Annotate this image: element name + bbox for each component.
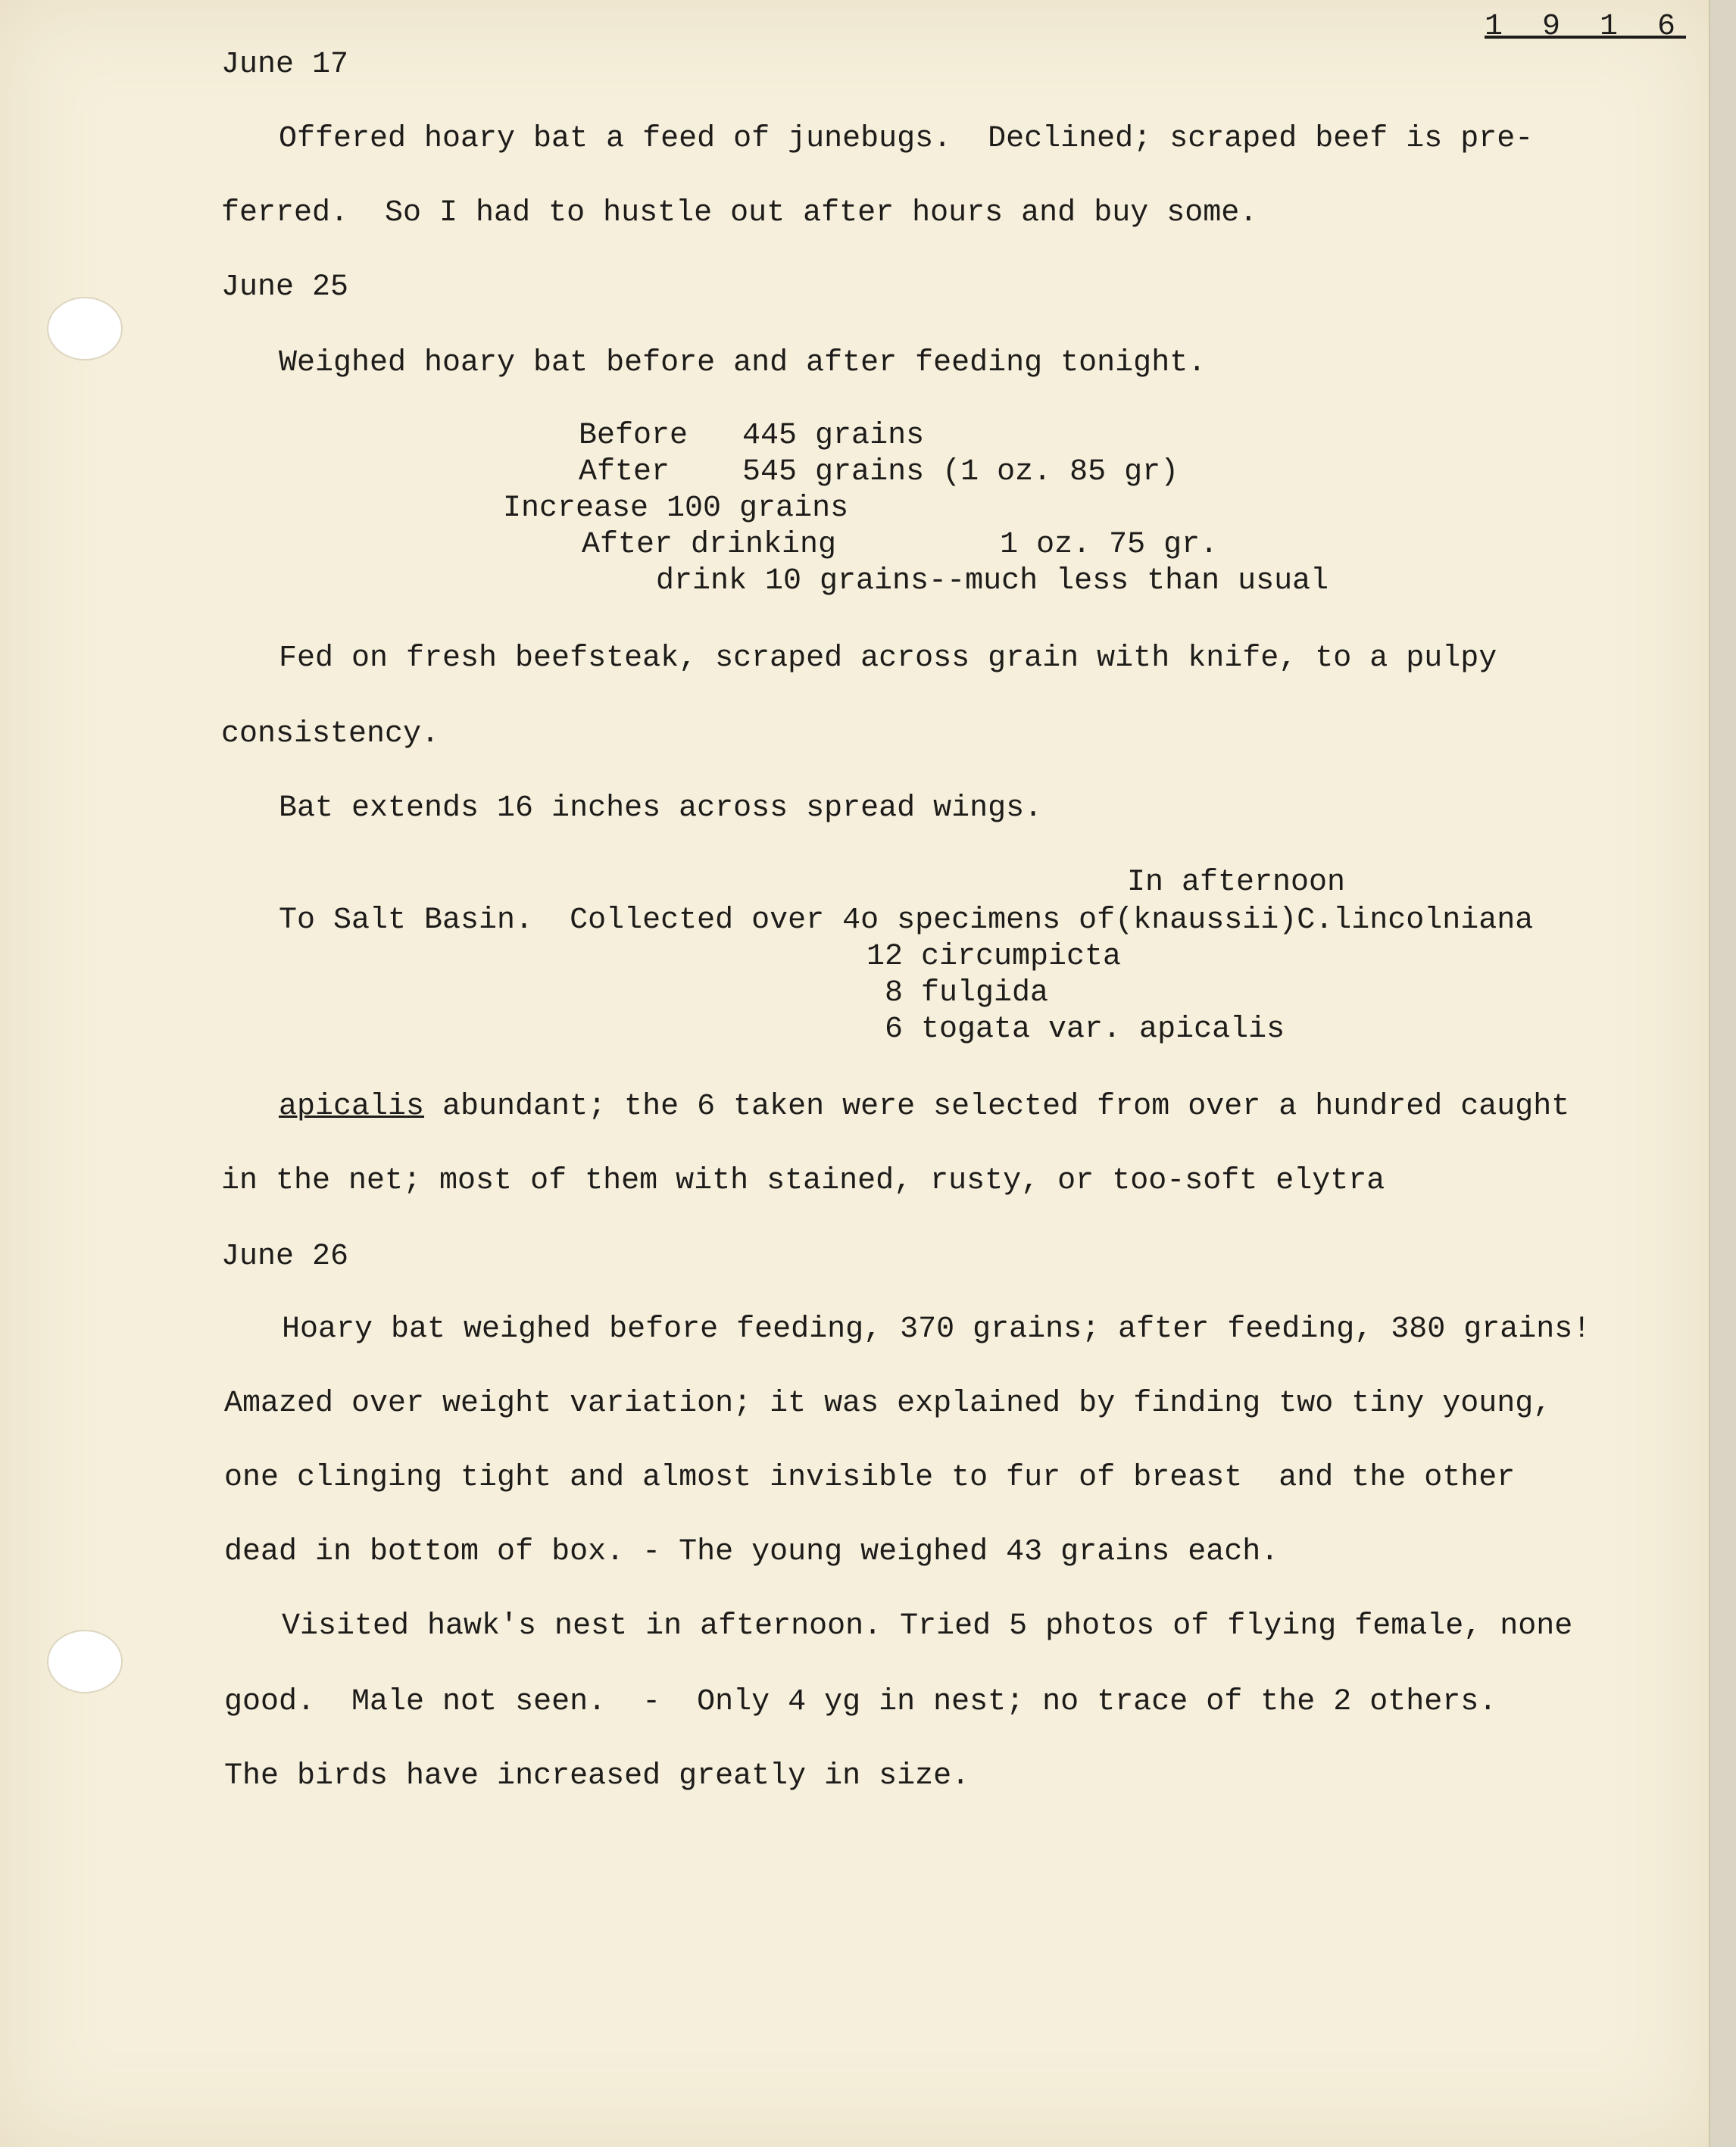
weight-drink: drink 10 grains--much less than usual: [656, 564, 1329, 598]
entry-line-rest: abundant; the 6 taken were selected from over a hundred caught: [424, 1090, 1570, 1124]
weight-before: Before 445 grains: [579, 419, 925, 453]
entry-line: Bat extends 16 inches across spread wings.: [279, 791, 1043, 825]
entry-line: one clinging tight and almost invisible to fur of breast and the other: [224, 1461, 1516, 1495]
scan-margin: [1709, 0, 1736, 2147]
entry-line: in the net; most of them with stained, rusty, or too-soft elytra: [221, 1164, 1385, 1198]
year-header: 1 9 1 6: [1485, 10, 1687, 44]
entry-line: Amazed over weight variation; it was explained by finding two tiny young,: [224, 1387, 1552, 1421]
weight-after: After 545 grains (1 oz. 85 gr): [579, 455, 1179, 489]
entry-line: dead in bottom of box. - The young weighed 43 grains each.: [224, 1535, 1279, 1569]
entry-line: good. Male not seen. - Only 4 yg in nest; no trace of the 2 others.: [224, 1685, 1497, 1719]
entry-line: Visited hawk's nest in afternoon. Tried 5 photos of flying female, none: [282, 1609, 1573, 1643]
weight-increase: Increase 100 grains: [503, 492, 849, 526]
entry-line: Fed on fresh beefsteak, scraped across grain with knife, to a pulpy: [279, 641, 1497, 676]
entry-line: The birds have increased greatly in size.: [224, 1759, 970, 1793]
afternoon-note: In afternoon: [1127, 866, 1346, 900]
entry-line: consistency.: [221, 717, 440, 751]
specimen-line: To Salt Basin. Collected over 4o specimens of(knaussii)C.lincolniana: [279, 903, 1534, 938]
entry-date: June 26: [221, 1240, 349, 1274]
entry-line: Hoary bat weighed before feeding, 370 grains; after feeding, 380 grains!: [282, 1312, 1591, 1347]
entry-line: Offered hoary bat a feed of junebugs. Declined; scraped beef is pre-: [279, 122, 1534, 156]
entry-line: ferred. So I had to hustle out after hours and buy some.: [221, 196, 1258, 230]
underlined-word: apicalis: [279, 1090, 425, 1124]
entry-line: Weighed hoary bat before and after feeding tonight.: [279, 346, 1207, 380]
specimen-line: 12 circumpicta: [866, 940, 1122, 974]
weight-after-drinking: After drinking 1 oz. 75 gr.: [582, 528, 1219, 562]
entry-line: [279, 1089, 1569, 1125]
specimen-line: 8 fulgida: [866, 976, 1049, 1010]
entry-date: June 17: [221, 48, 349, 82]
entry-date: June 25: [221, 270, 349, 304]
specimen-line: 6 togata var. apicalis: [866, 1013, 1285, 1047]
